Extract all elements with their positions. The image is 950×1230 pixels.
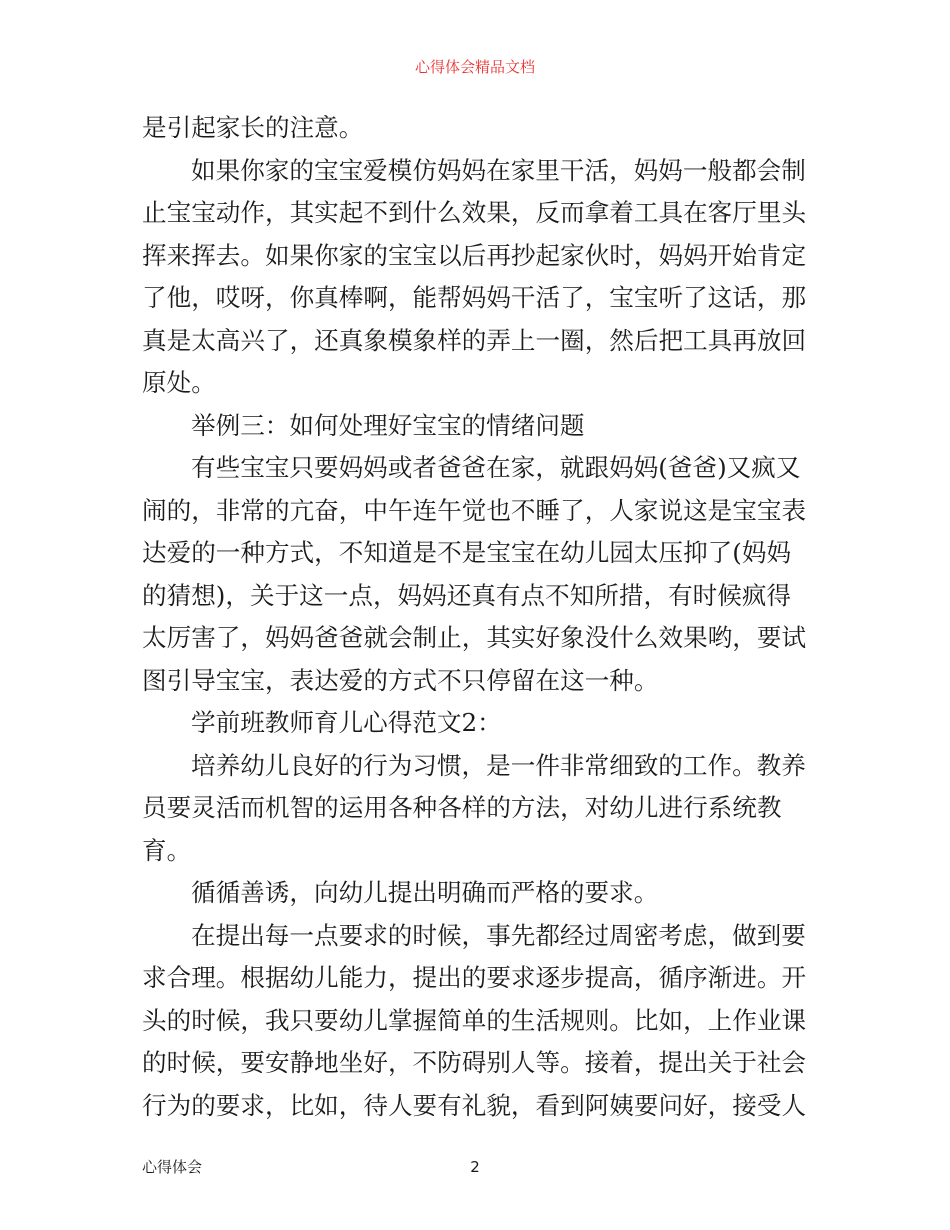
section-heading: 学前班教师育儿心得范文2： [191, 708, 502, 737]
paragraph: 循循善诱，向幼儿提出明确而严格的要求。 [191, 878, 659, 907]
paragraph: 是引起家长的注意。 [142, 113, 364, 142]
paragraph: 如果你家的宝宝爱模仿妈妈在家里干活，妈妈一般都会制止宝宝动作，其实起不到什么效果，反而拿着工具在客厅里头挥来挥去。如果你家的宝宝以后再抄起家伙时，妈妈开始肯定了他，哎呀，你真棒啊，能帮妈妈干活了，宝宝听了这话，那真是太高兴了，还真象模象样的弄上一圈，然后把工具再放回原处。 [142, 155, 807, 397]
footer-label: 心得体会 [142, 1158, 203, 1176]
page-number: 2 [470, 1158, 480, 1176]
section-heading: 举例三：如何处理好宝宝的情绪问题 [191, 410, 585, 440]
page-header-title: 心得体会精品文档 [414, 58, 535, 76]
paragraph: 有些宝宝只要妈妈或者爸爸在家，就跟妈妈(爸爸)又疯又闹的，非常的亢奋，中午连午觉也不睡了，人家说这是宝宝表达爱的一种方式，不知道是不是宝宝在幼儿园太压抑了(妈妈的猜想)，关于这一点，妈妈还真有点不知所措，有时候疯得太厉害了，妈妈爸爸就会制止，其实好象没什么效果哟，要试图引导宝宝，表达爱的方式不只停留在这一种。 [142, 453, 807, 695]
paragraph: 培养幼儿良好的行为习惯，是一件非常细致的工作。教养员要灵活而机智的运用各种各样的方法，对幼儿进行系统教育。 [142, 750, 806, 865]
document-body [142, 107, 814, 1127]
paragraph: 在提出每一点要求的时候，事先都经过周密考虑，做到要求合理。根据幼儿能力，提出的要求逐步提高，循序渐进。开头的时候，我只要幼儿掌握简单的生活规则。比如，上作业课的时候，要安静地坐好，不防碍别人等。接着，提出关于社会行为的要求，比如，待人要有礼貌，看到阿姨要问好，接受人 [142, 920, 807, 1120]
